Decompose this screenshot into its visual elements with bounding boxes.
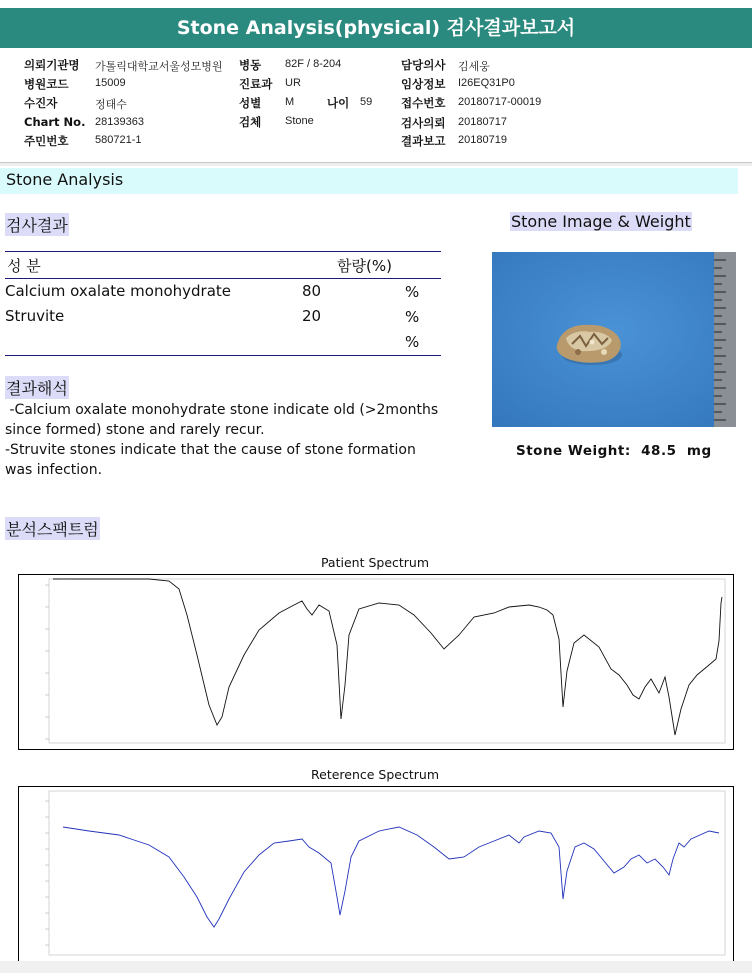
results-heading: 검사결과 (5, 213, 69, 236)
table-bottom-rule (5, 355, 441, 356)
department-label: 진료과 (239, 77, 273, 91)
spectrum-heading: 분석스팩트럼 (5, 517, 100, 540)
ward-value: 82F / 8-204 (285, 58, 342, 70)
result-unit: % (405, 283, 420, 301)
table-top-rule (5, 251, 441, 252)
top-strip (0, 0, 752, 8)
interpretation-line: -Struvite stones indicate that the cause of stone formation (5, 442, 416, 458)
request-value: 20180717 (458, 116, 507, 128)
clinical-info-value: I26EQ31P0 (458, 77, 515, 89)
report-date-label: 결과보고 (401, 134, 446, 148)
sex-label: 성별 (239, 96, 262, 110)
sex-value: M (285, 96, 295, 108)
request-label: 검사의뢰 (401, 116, 446, 130)
reference-spectrum-chart (18, 786, 734, 962)
receipt-no-value: 20180717-00019 (458, 96, 542, 108)
doctor-label: 담당의사 (401, 58, 446, 72)
specimen-label: 검체 (239, 115, 262, 129)
institution-label: 의뢰기관명 (24, 58, 80, 72)
patient-spectrum-chart (18, 574, 734, 750)
chart-no-value: 28139363 (95, 116, 144, 128)
weight-value: 48.5 (641, 443, 677, 459)
specimen-value: Stone (285, 115, 314, 127)
age-value: 59 (360, 96, 373, 108)
result-unit: % (405, 308, 420, 326)
page-bottom-margin (0, 961, 752, 973)
weight-label: Stone Weight: (516, 443, 631, 459)
chart-no-label: Chart No. (24, 115, 86, 129)
resident-no-label: 주민번호 (24, 134, 69, 148)
result-unit: % (405, 333, 420, 351)
patient-value: 정태수 (95, 99, 127, 111)
department-value: UR (285, 77, 301, 89)
patient-label: 수진자 (24, 96, 58, 110)
doctor-value: 김세웅 (458, 61, 490, 73)
hospital-code-label: 병원코드 (24, 77, 69, 91)
col-content-header: 함량(%) (337, 257, 392, 275)
report-title: Stone Analysis(physical) 검사결과보고서 (0, 8, 752, 48)
image-heading: Stone Image & Weight (511, 212, 691, 231)
report-date-value: 20180719 (458, 134, 507, 146)
header-shadow (0, 163, 752, 166)
resident-no-value: 580721-1 (95, 134, 142, 146)
result-value: 80 (302, 282, 322, 300)
hospital-code-value: 15009 (95, 77, 126, 89)
stone-weight (516, 443, 712, 459)
interpretation-line: since formed) stone and rarely recur. (5, 422, 265, 438)
interpretation-line: was infection. (5, 462, 103, 478)
svg-text:·· ····· ·· ·: ·· ····· ·· · (59, 577, 72, 581)
age-label: 나이 (327, 96, 350, 110)
reference-spectrum-title: Reterence Spectrum (311, 767, 439, 782)
receipt-no-label: 접수번호 (401, 96, 446, 110)
result-value: 20 (302, 307, 322, 325)
col-component-header: 성 분 (7, 257, 41, 275)
stone-photo (492, 252, 736, 427)
patient-spectrum-title: Patient Spectrum (320, 555, 430, 570)
weight-unit: mg (686, 443, 712, 459)
section-title: Stone Analysis (6, 170, 124, 189)
table-header-rule (5, 278, 441, 279)
ward-label: 병동 (239, 58, 262, 72)
interpretation-line: -Calcium oxalate monohydrate stone indicate old (>2months (5, 402, 439, 418)
clinical-info-label: 임상정보 (401, 77, 446, 91)
institution-value: 가톨릭대학교서울성모병원 (95, 61, 223, 73)
result-name: Calcium oxalate monohydrate (5, 282, 232, 300)
interpretation-heading: 결과해석 (5, 376, 69, 399)
result-name: Struvite (5, 307, 65, 325)
